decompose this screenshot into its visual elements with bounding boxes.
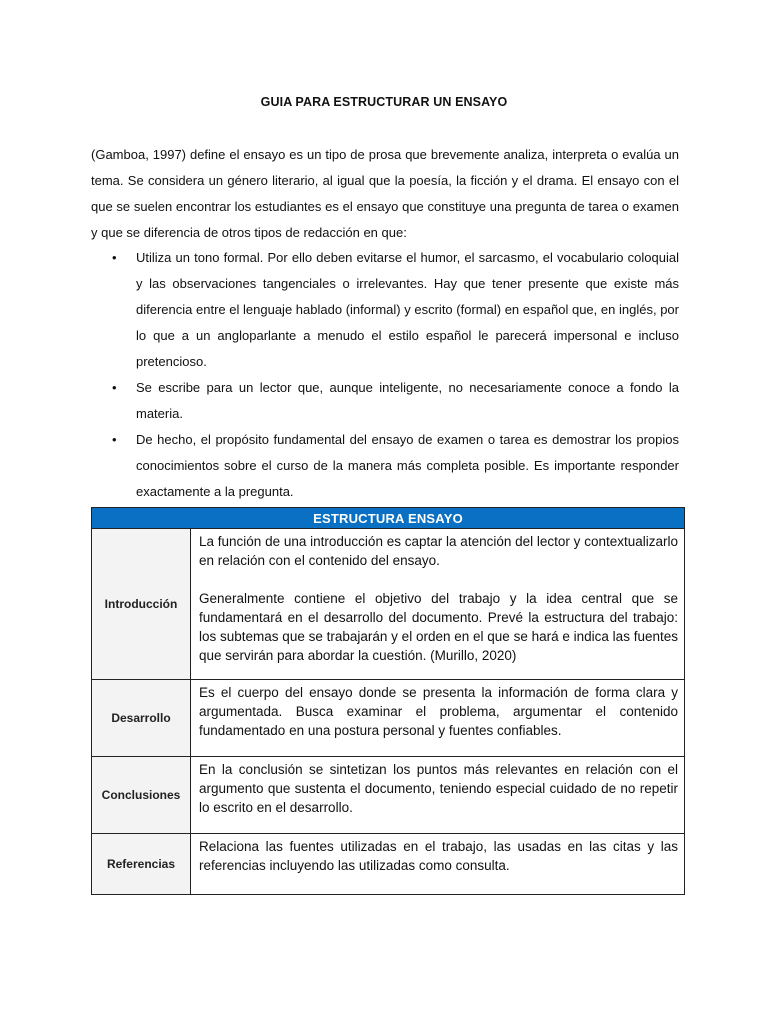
row-text: Generalmente contiene el objetivo del trabajo y la idea central que se fundamentará en el desarrollo del documento. Prevé la estructura del trabajo: los subtemas que se trabajarán y el orden en el que se hará e indica las fuentes que servirán para abordar la cuestión. (Murillo, 2020): [199, 591, 678, 663]
table-header-row: [92, 508, 685, 529]
bullet-text: Utiliza un tono formal. Por ello deben evitarse el humor, el sarcasmo, el vocabulario coloquial y las observaciones tangenciales o irrelevantes. Hay que tener presente que existe más diferencia entre el lenguaje hablado (informal) y escrito (formal) en español que, en inglés, por lo que a un angloparlante a menudo el estilo español le parecerá impersonal e incluso pretencioso.: [136, 250, 679, 369]
row-text: Relaciona las fuentes utilizadas en el trabajo, las usadas en las citas y las referencias incluyendo las utilizadas como consulta.: [199, 839, 678, 873]
row-text: La función de una introducción es captar la atención del lector y contextualizarlo en relación con el contenido del ensayo.: [199, 534, 678, 568]
row-content-referencias: [191, 834, 685, 895]
row-content-conclusiones: [191, 757, 685, 834]
row-content-introduccion: [191, 529, 685, 680]
bullet-item: [91, 245, 679, 375]
table-row: [92, 834, 685, 895]
table-row: [92, 757, 685, 834]
row-label-referencias: Referencias: [92, 834, 191, 895]
bullet-item: [91, 427, 679, 505]
intro-paragraph: (Gamboa, 1997) define el ensayo es un tipo de prosa que brevemente analiza, interpreta o evalúa un tema. Se considera un género literario, al igual que la poesía, la ficción y el drama. El ensayo con el que se suelen encontrar los estudiantes es el ensayo que constituye una pregunta de tarea o examen y que se diferencia de otros tipos de redacción en que:: [91, 147, 679, 240]
bullet-item: [91, 375, 679, 427]
row-label-conclusiones: Conclusiones: [92, 757, 191, 834]
row-label-desarrollo: Desarrollo: [92, 680, 191, 757]
bullet-list: [91, 245, 679, 505]
row-content-desarrollo: [191, 680, 685, 757]
bullet-icon: •: [112, 380, 117, 395]
row-text: En la conclusión se sintetizan los puntos más relevantes en relación con el argumento que sustenta el documento, teniendo especial cuidado de no repetir lo escrito en el desarrollo.: [199, 762, 678, 815]
row-label-introduccion: Introducción: [92, 529, 191, 680]
table-header: ESTRUCTURA ENSAYO: [92, 508, 685, 529]
structure-table: [91, 507, 685, 895]
table-row: [92, 529, 685, 680]
document-title: GUIA PARA ESTRUCTURAR UN ENSAYO: [260, 95, 508, 109]
row-text: Es el cuerpo del ensayo donde se presenta la información de forma clara y argumentada. Busca examinar el problema, argumentar el contenido fundamentado en una postura personal y fuentes confiables.: [199, 685, 678, 738]
bullet-text: Se escribe para un lector que, aunque inteligente, no necesariamente conoce a fondo la materia.: [136, 380, 679, 421]
bullet-icon: •: [112, 250, 117, 265]
table-row: [92, 680, 685, 757]
bullet-icon: •: [112, 432, 117, 447]
bullet-text: De hecho, el propósito fundamental del ensayo de examen o tarea es demostrar los propios conocimientos sobre el curso de la manera más completa posible. Es importante responder exactamente a la pregunta.: [136, 432, 679, 499]
